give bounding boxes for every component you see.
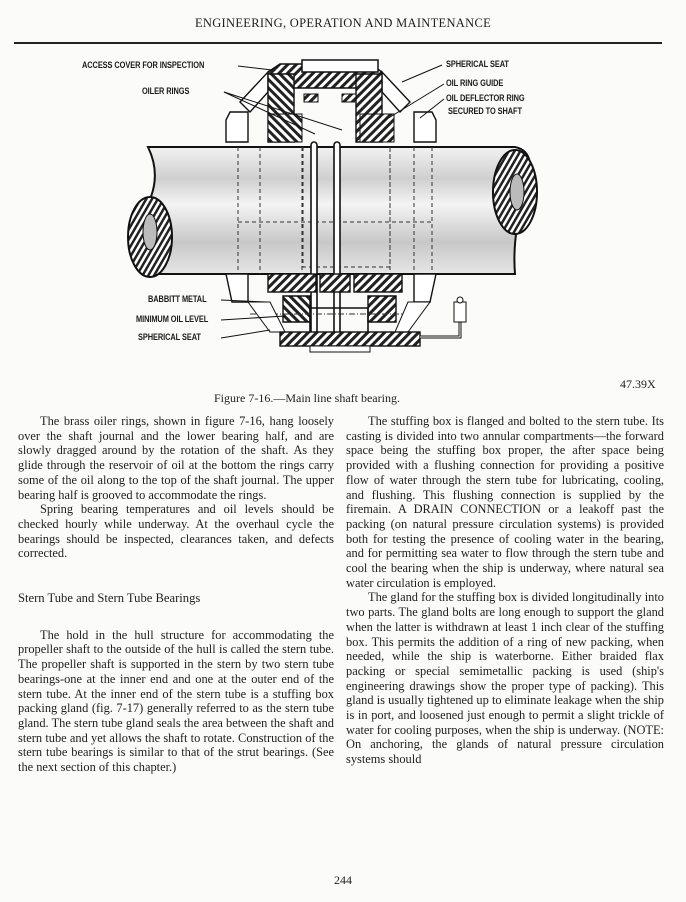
figure-id-code: 47.39X xyxy=(620,377,656,391)
callout-babbitt-metal: BABBITT METAL xyxy=(148,294,207,305)
callout-secured-to-shaft: SECURED TO SHAFT xyxy=(448,106,522,117)
callout-minimum-oil-level: MINIMUM OIL LEVEL xyxy=(136,314,209,325)
right-column xyxy=(346,414,664,767)
paragraph: The brass oiler rings, shown in figure 7-16, hang loosely over the shaft journal and the lower bearing half, and are slowly dragged around by the rotation of the shaft. As they glide through the reservoir of oil at the bottom the rings carry some of the oil along to the top of the shaft journal. The upper bearing half is grooved to accommodate the rings. xyxy=(18,414,334,502)
paragraph: The gland for the stuffing box is divided longitudinally into two parts. The gland bolts are long enough to support the gland when the latter is withdrawn at least 1 inch clear of the stuffing box. This permits the addition of a ring of new packing, when needed, while the ship is waterborne. Either braided flax packing or special semimetallic packing is used (ship's engineering drawings show the proper type of packing). This gland is usually tightened up to eliminate leakage when the ship is in port, and loosened just enough to permit a slight trickle of water for cooling purposes, when the ship is underway. (NOTE: On anchoring, the glands of natural pressure circulation systems should xyxy=(346,590,664,767)
callout-oil-ring-guide: OIL RING GUIDE xyxy=(446,78,504,89)
callout-spherical-seat-top: SPHERICAL SEAT xyxy=(446,59,509,70)
callout-oil-deflector-ring: OIL DEFLECTOR RING xyxy=(446,93,525,104)
callout-oiler-rings: OILER RINGS xyxy=(142,86,190,97)
paragraph: Spring bearing temperatures and oil levels should be checked hourly while underway. At the overhaul cycle the bearings should be inspected, clearances taken, and defects corrected. xyxy=(18,502,334,561)
figure-caption: Figure 7-16.—Main line shaft bearing. xyxy=(214,391,400,405)
callout-spherical-seat-bottom: SPHERICAL SEAT xyxy=(138,332,201,343)
figure-main-line-shaft-bearing xyxy=(82,52,560,370)
paragraph: The stuffing box is flanged and bolted to the stern tube. Its casting is divided into two annular compartments—the forward space being the stuffing box proper, the after space being provided with a flushing connection for providing a positive flow of water through the stern tube for lubricating, cooling, and flushing. This flushing connection is supplied by the firemain. A DRAIN CONNECTION or a leakoff past the packing (on natural pressure circulation systems) is provided both for testing the presence of cooling water in the bearing, and for permitting sea water to flow through the stern tube and cool the bearing when the ship is underway, where natural sea water circulation is employed. xyxy=(346,414,664,590)
left-column xyxy=(18,414,334,775)
header-rule xyxy=(14,42,662,44)
page-number: 244 xyxy=(334,873,352,887)
callout-access-cover: ACCESS COVER FOR INSPECTION xyxy=(82,60,205,71)
section-heading: Stern Tube and Stern Tube Bearings xyxy=(18,591,201,606)
running-head: ENGINEERING, OPERATION AND MAINTENANCE xyxy=(194,16,492,30)
paragraph: The hold in the hull structure for accommodating the propeller shaft to the outside of the hull is called the stern tube. The propeller shaft is supported in the stern by two stern tube bearings-one at the inner end and one at the outer end of the stern tube. At the inner end of the stern tube is a stuffing box packing gland (fig. 7-17) generally referred to as the stern tube gland. The stern tube gland seals the area between the shaft and stern tube and yet allows the shaft to rotate. Construction of the stern tube bearings is similar to that of the strut bearings. (See the next section of this chapter.) xyxy=(18,627,334,775)
